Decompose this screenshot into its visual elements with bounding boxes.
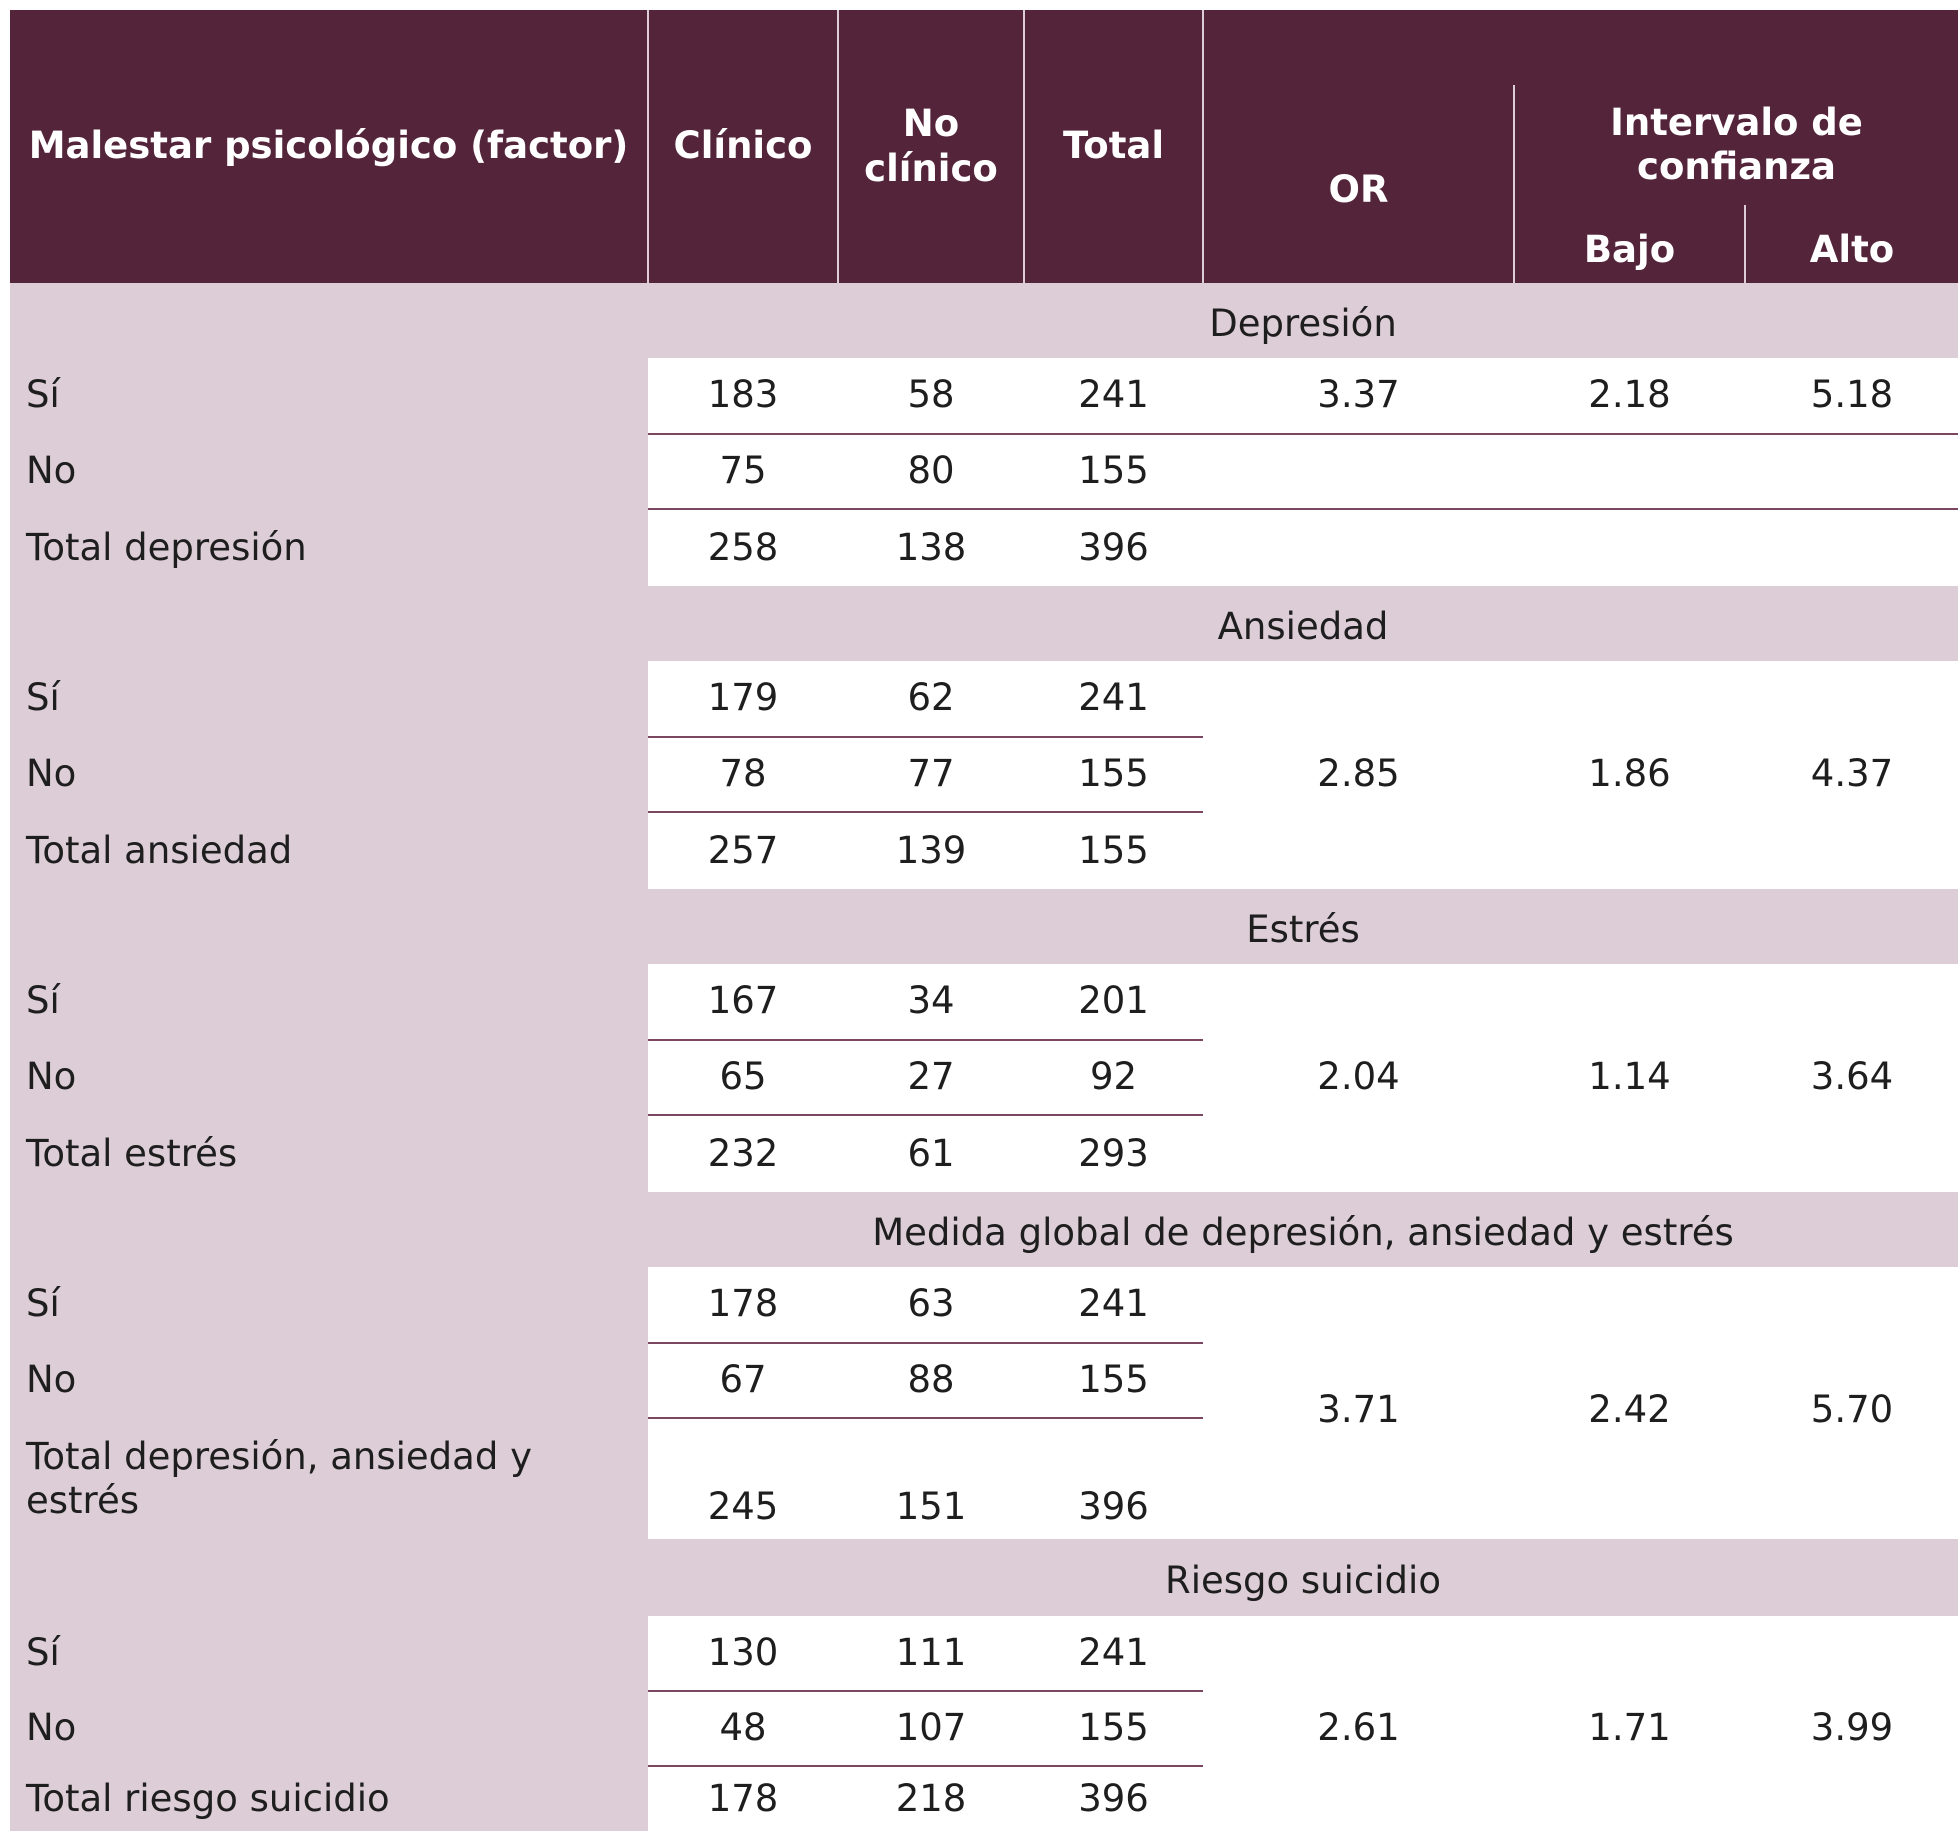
cell-bajo: 2.18 <box>1588 373 1671 417</box>
row-label: Sí <box>26 373 60 417</box>
row-label: Total estrés <box>26 1131 238 1175</box>
cell-total: 155 <box>1078 828 1149 872</box>
row-label: No <box>26 1706 77 1750</box>
cell-clinico: 178 <box>707 1282 779 1326</box>
cell-total: 201 <box>1078 979 1149 1023</box>
header-factor: Malestar psicológico (factor) <box>28 124 629 168</box>
cell-alto: 3.99 <box>1810 1706 1894 1750</box>
cell-total: 155 <box>1078 1358 1149 1402</box>
row-label: No <box>26 1358 77 1402</box>
cell-no-clinico: 80 <box>907 449 955 493</box>
cell-alto: 3.64 <box>1810 1055 1894 1099</box>
cell-no-clinico: 34 <box>907 979 955 1023</box>
cell-total: 155 <box>1078 1706 1149 1750</box>
cell-clinico: 183 <box>707 373 779 417</box>
cell-clinico: 232 <box>707 1131 779 1175</box>
row-label: Total ansiedad <box>26 828 293 872</box>
cell-no-clinico: 27 <box>907 1055 955 1099</box>
row-label: Total depresión, ansiedad y estrés <box>26 1434 532 1522</box>
header-total: Total <box>1062 124 1165 168</box>
cell-no-clinico: 138 <box>895 525 967 569</box>
row-label: Total riesgo suicidio <box>26 1776 390 1820</box>
cell-no-clinico: 218 <box>895 1776 967 1820</box>
cell-clinico: 67 <box>719 1358 767 1402</box>
cell-or: 2.85 <box>1317 752 1400 796</box>
section-title: Medida global de depresión, ansiedad y estrés <box>872 1210 1734 1254</box>
cell-clinico: 167 <box>707 979 779 1023</box>
cell-clinico: 130 <box>707 1630 779 1674</box>
cell-clinico: 75 <box>719 449 767 493</box>
cell-bajo: 1.71 <box>1588 1706 1671 1750</box>
cell-bajo: 1.86 <box>1588 752 1671 796</box>
row-divider <box>648 1417 1203 1419</box>
section-title: Depresión <box>1209 301 1397 345</box>
cell-total: 241 <box>1078 373 1149 417</box>
row-label: Sí <box>26 979 60 1023</box>
header-clinico: Clínico <box>673 124 813 168</box>
cell-total: 396 <box>1078 1776 1149 1820</box>
section-title: Ansiedad <box>1217 604 1389 648</box>
header-alto: Alto <box>1809 227 1895 271</box>
cell-or: 3.37 <box>1317 373 1400 417</box>
cell-total: 396 <box>1078 525 1149 569</box>
cell-total: 241 <box>1078 1282 1149 1326</box>
cell-clinico: 178 <box>707 1776 779 1820</box>
cell-no-clinico: 111 <box>895 1630 967 1674</box>
cell-total: 396 <box>1078 1484 1149 1528</box>
row-label: No <box>26 752 77 796</box>
cell-clinico: 78 <box>719 752 767 796</box>
header-separator <box>1202 10 1204 283</box>
cell-no-clinico: 62 <box>907 676 955 720</box>
cell-total: 241 <box>1078 676 1149 720</box>
cell-no-clinico: 151 <box>895 1484 967 1528</box>
cell-bajo: 2.42 <box>1588 1387 1671 1431</box>
cell-total: 155 <box>1078 449 1149 493</box>
cell-no-clinico: 107 <box>895 1706 967 1750</box>
row-label: Sí <box>26 1282 60 1326</box>
cell-or: 2.61 <box>1317 1706 1400 1750</box>
header-bajo: Bajo <box>1583 227 1676 271</box>
cell-no-clinico: 139 <box>895 828 967 872</box>
cell-alto: 4.37 <box>1810 752 1894 796</box>
cell-clinico: 257 <box>707 828 779 872</box>
cell-no-clinico: 88 <box>907 1358 955 1402</box>
cell-total: 92 <box>1089 1055 1138 1099</box>
cell-no-clinico: 61 <box>907 1131 955 1175</box>
cell-or: 2.04 <box>1317 1055 1400 1099</box>
cell-no-clinico: 58 <box>907 373 955 417</box>
section-title: Estrés <box>1246 907 1360 951</box>
header-intervalo-confianza: Intervalo de confianza <box>1610 100 1863 188</box>
row-label: No <box>26 449 77 493</box>
row-label: No <box>26 1055 77 1099</box>
cell-clinico: 245 <box>707 1484 779 1528</box>
cell-alto: 5.70 <box>1810 1387 1894 1431</box>
cell-no-clinico: 77 <box>907 752 955 796</box>
header-or: OR <box>1328 167 1389 211</box>
row-label: Sí <box>26 1630 60 1674</box>
cell-clinico: 258 <box>707 525 779 569</box>
section-title: Riesgo suicidio <box>1165 1559 1441 1603</box>
cell-or: 3.71 <box>1317 1387 1400 1431</box>
cell-bajo: 1.14 <box>1588 1055 1671 1099</box>
cell-total: 293 <box>1078 1131 1149 1175</box>
header-no-clinico: No clínico <box>864 102 998 190</box>
cell-clinico: 179 <box>707 676 779 720</box>
cell-alto: 5.18 <box>1810 373 1894 417</box>
cell-total: 155 <box>1078 752 1149 796</box>
row-label: Sí <box>26 676 60 720</box>
cell-total: 241 <box>1078 1630 1149 1674</box>
cell-clinico: 48 <box>719 1706 767 1750</box>
cell-clinico: 65 <box>719 1055 767 1099</box>
cell-no-clinico: 63 <box>907 1282 955 1326</box>
row-label: Total depresión <box>26 525 307 569</box>
